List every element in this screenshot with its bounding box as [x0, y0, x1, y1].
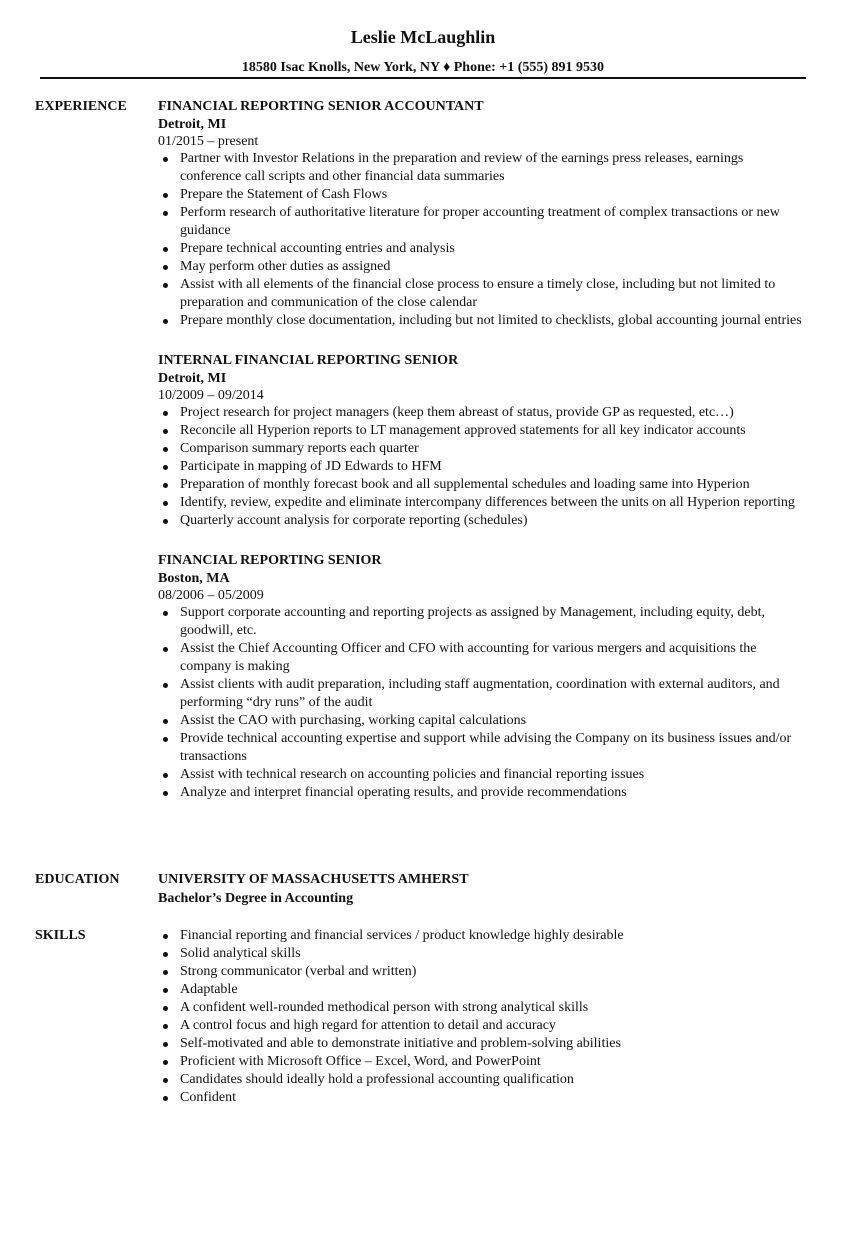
bullet-icon — [163, 283, 168, 288]
skills-body — [158, 927, 808, 1107]
list-item — [158, 676, 808, 712]
bullet-icon — [163, 1060, 168, 1065]
skill-text: A confident well-rounded methodical person with strong analytical skills — [180, 1000, 589, 1015]
list-item — [158, 604, 808, 640]
job-entry — [158, 552, 808, 802]
list-item — [158, 640, 808, 676]
list-item — [158, 981, 808, 999]
bullet-icon — [163, 447, 168, 452]
job-dates: 01/2015 – present — [158, 134, 259, 149]
list-item — [158, 1089, 808, 1107]
bullet-text: Participate in mapping of JD Edwards to HFM — [180, 459, 442, 474]
list-item — [158, 1035, 808, 1053]
section-label-education: EDUCATION — [35, 872, 120, 887]
list-item — [158, 1017, 808, 1035]
bullet-icon — [163, 1042, 168, 1047]
list-item — [158, 1071, 808, 1089]
job-bullets — [158, 150, 808, 330]
skill-text: Self-motivated and able to demonstrate initiative and problem-solving abilities — [180, 1036, 621, 1051]
job-entry — [158, 98, 808, 330]
bullet-icon — [163, 773, 168, 778]
header-divider — [40, 77, 806, 79]
bullet-text: Project research for project managers (keep them abreast of status, provide GP as requested, etc…) — [180, 405, 734, 420]
bullet-icon — [163, 319, 168, 324]
list-item — [158, 945, 808, 963]
bullet-text: Preparation of monthly forecast book and all supplemental schedules and loading same into Hyperion — [180, 477, 750, 492]
bullet-text: Prepare the Statement of Cash Flows — [180, 187, 388, 202]
bullet-icon — [163, 1096, 168, 1101]
list-item — [158, 458, 808, 476]
job-title: FINANCIAL REPORTING SENIOR — [158, 553, 382, 568]
job-bullets — [158, 604, 808, 802]
skill-text: A control focus and high regard for attention to detail and accuracy — [180, 1018, 556, 1033]
skill-text: Solid analytical skills — [180, 946, 301, 961]
list-item — [158, 440, 808, 458]
list-item — [158, 240, 808, 258]
bullet-text: Partner with Investor Relations in the preparation and review of the earnings press releases, earnings conference call scripts and other financial data summaries — [180, 151, 744, 184]
bullet-icon — [163, 465, 168, 470]
job-title: INTERNAL FINANCIAL REPORTING SENIOR — [158, 353, 459, 368]
job-entry — [158, 352, 808, 530]
bullet-icon — [163, 519, 168, 524]
list-item — [158, 404, 808, 422]
bullet-text: Prepare monthly close documentation, including but not limited to checklists, global accounting journal entries — [180, 313, 802, 328]
skill-text: Adaptable — [180, 982, 238, 997]
list-item — [158, 204, 808, 240]
bullet-icon — [163, 411, 168, 416]
bullet-text: Assist the CAO with purchasing, working capital calculations — [180, 713, 527, 728]
list-item — [158, 784, 808, 802]
bullet-text: Prepare technical accounting entries and analysis — [180, 241, 455, 256]
bullet-text: Assist with all elements of the financial close process to ensure a timely close, including but not limited to preparation and communication of the close calendar — [180, 277, 776, 310]
bullet-icon — [163, 501, 168, 506]
list-item — [158, 766, 808, 784]
bullet-icon — [163, 265, 168, 270]
job-dates: 10/2009 – 09/2014 — [158, 388, 264, 403]
section-label-skills: SKILLS — [35, 928, 86, 943]
bullet-text: Provide technical accounting expertise and support while advising the Company on its business issues and/or transactions — [180, 731, 792, 764]
bullet-text: Quarterly account analysis for corporate reporting (schedules) — [180, 513, 528, 528]
list-item — [158, 512, 808, 530]
list-item — [158, 712, 808, 730]
job-location: Detroit, MI — [158, 371, 227, 386]
skills-list — [158, 927, 808, 1107]
skill-text: Financial reporting and financial services / product knowledge highly desirable — [180, 928, 624, 943]
bullet-icon — [163, 193, 168, 198]
contact-line: 18580 Isac Knolls, New York, NY ♦ Phone: +1 (555) 891 9530 — [241, 60, 605, 75]
list-item — [158, 494, 808, 512]
section-label-experience: EXPERIENCE — [35, 99, 127, 114]
bullet-icon — [163, 737, 168, 742]
bullet-icon — [163, 1006, 168, 1011]
bullet-icon — [163, 611, 168, 616]
bullet-icon — [163, 970, 168, 975]
job-dates: 08/2006 – 05/2009 — [158, 588, 264, 603]
list-item — [158, 276, 808, 312]
job-bullets — [158, 404, 808, 530]
bullet-icon — [163, 483, 168, 488]
school-name: UNIVERSITY OF MASSACHUSETTS AMHERST — [158, 872, 469, 887]
bullet-icon — [163, 791, 168, 796]
education-body — [158, 871, 808, 909]
job-title: FINANCIAL REPORTING SENIOR ACCOUNTANT — [158, 99, 484, 114]
list-item — [158, 312, 808, 330]
job-location: Boston, MA — [158, 571, 230, 586]
degree-name: Bachelor’s Degree in Accounting — [158, 891, 354, 906]
bullet-icon — [163, 952, 168, 957]
bullet-icon — [163, 429, 168, 434]
list-item — [158, 927, 808, 945]
bullet-icon — [163, 647, 168, 652]
list-item — [158, 1053, 808, 1071]
bullet-text: Reconcile all Hyperion reports to LT management approved statements for all key indicator accounts — [180, 423, 746, 438]
bullet-text: Assist with technical research on accounting policies and financial reporting issues — [180, 767, 645, 782]
bullet-text: Perform research of authoritative literature for proper accounting treatment of complex transactions or new guidance — [180, 205, 780, 238]
bullet-text: Identify, review, expedite and eliminate intercompany differences between the units on all Hyperion reporting — [180, 495, 795, 510]
bullet-icon — [163, 719, 168, 724]
list-item — [158, 186, 808, 204]
bullet-text: Support corporate accounting and reporting projects as assigned by Management, including equity, debt, goodwill, etc. — [180, 605, 765, 638]
bullet-icon — [163, 247, 168, 252]
bullet-icon — [163, 157, 168, 162]
bullet-icon — [163, 988, 168, 993]
bullet-text: Assist the Chief Accounting Officer and CFO with accounting for various mergers and acquisitions the company is making — [180, 641, 757, 674]
bullet-text: Assist clients with audit preparation, including staff augmentation, coordination with external auditors, and performing “dry runs” of the audit — [180, 677, 780, 710]
list-item — [158, 258, 808, 276]
list-item — [158, 422, 808, 440]
list-item — [158, 999, 808, 1017]
bullet-icon — [163, 211, 168, 216]
bullet-text: May perform other duties as assigned — [180, 259, 391, 274]
bullet-text: Comparison summary reports each quarter — [180, 441, 419, 456]
list-item — [158, 476, 808, 494]
resume-header — [40, 24, 806, 78]
list-item — [158, 963, 808, 981]
list-item — [158, 150, 808, 186]
job-location: Detroit, MI — [158, 117, 227, 132]
bullet-icon — [163, 683, 168, 688]
bullet-icon — [163, 1078, 168, 1083]
skill-text: Proficient with Microsoft Office – Excel, Word, and PowerPoint — [180, 1054, 541, 1069]
bullet-icon — [163, 934, 168, 939]
skill-text: Candidates should ideally hold a professional accounting qualification — [180, 1072, 574, 1087]
list-item — [158, 730, 808, 766]
bullet-icon — [163, 1024, 168, 1029]
candidate-name: Leslie McLaughlin — [350, 27, 496, 47]
bullet-text: Analyze and interpret financial operating results, and provide recommendations — [180, 785, 627, 800]
experience-body — [158, 98, 808, 824]
skill-text: Confident — [180, 1090, 236, 1105]
skill-text: Strong communicator (verbal and written) — [180, 964, 417, 979]
